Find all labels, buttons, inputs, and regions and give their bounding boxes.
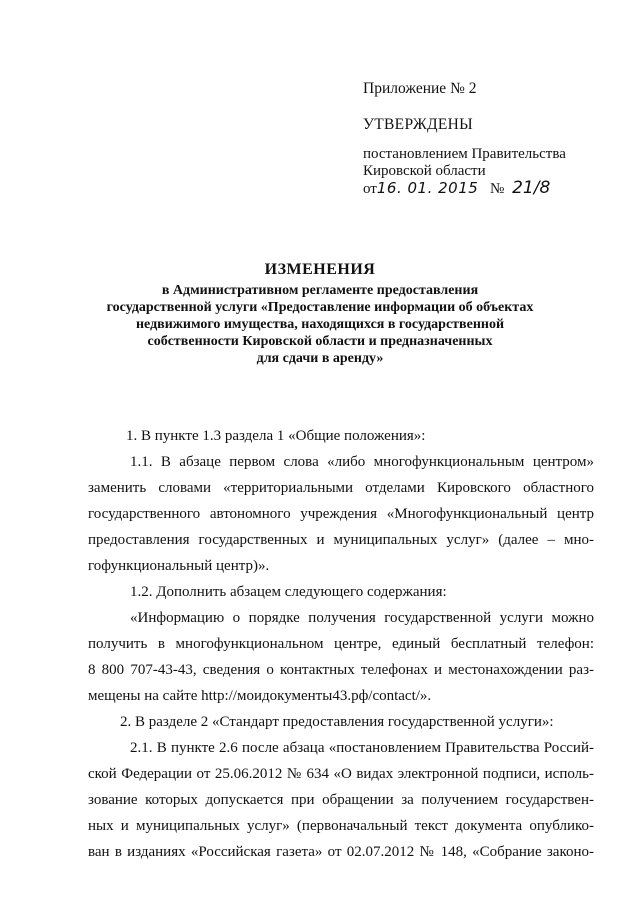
document-body bbox=[88, 423, 594, 865]
decree-number-label: № bbox=[490, 181, 505, 197]
subtitle-line: для сдачи в аренду» bbox=[256, 351, 384, 366]
body-line: получить в многофункциональном центре, единый бесплатный телефон: bbox=[88, 636, 594, 652]
decree-date-line bbox=[363, 180, 566, 198]
body-line: ской Федерации от 25.06.2012 № 634 «О видах электронной подписи, исполь- bbox=[88, 766, 594, 782]
subtitle-line: в Административном регламенте предоставления bbox=[161, 283, 479, 298]
body-line: государственного автономного учреждения «Многофункциональный центр bbox=[88, 506, 594, 522]
body-line: заменить словами «территориальными отделами Кировского областного bbox=[88, 480, 594, 496]
document-title: ИЗМЕНЕНИЯ bbox=[264, 261, 376, 278]
decree-number: 21/8 bbox=[512, 178, 551, 198]
decree-prefix: от bbox=[363, 181, 377, 197]
document-subtitle bbox=[100, 282, 540, 367]
decree-date: 16. 01. 2015 bbox=[376, 179, 479, 197]
body-line: 8 800 707-43-43, сведения о контактных телефонах и местонахождении раз- bbox=[88, 662, 594, 678]
subtitle-line: недвижимого имущества, находящихся в государственной bbox=[135, 317, 505, 332]
body-line: мещены на сайте http://мoидокументы43.рф/contact/». bbox=[88, 688, 432, 704]
subtitle-line: государственной услуги «Предоставление информации об объектах bbox=[106, 300, 534, 315]
body-line: 2.1. В пункте 2.6 после абзаца «постановлением Правительства Россий- bbox=[130, 740, 594, 756]
body-line: зование которых допускается при обращении за получением государствен- bbox=[88, 792, 594, 808]
appendix-label: Приложение № 2 bbox=[363, 80, 477, 97]
approved-label: УТВЕРЖДЕНЫ bbox=[363, 116, 473, 133]
subtitle-line: собственности Кировской области и предназначенных bbox=[147, 334, 493, 349]
body-line: 1.2. Дополнить абзацем следующего содержания: bbox=[130, 584, 447, 600]
body-line: 1.1. В абзаце первом слова «либо многофункциональным центром» bbox=[130, 454, 594, 470]
body-line: гофункциональный центр)». bbox=[88, 558, 270, 574]
body-line: ных и муниципальных услуг» (первоначальный текст документа опублико- bbox=[88, 818, 594, 834]
body-line: 2. В разделе 2 «Стандарт предоставления государственной услуги»: bbox=[120, 714, 554, 730]
decree-line-1: постановлением Правительства bbox=[363, 146, 566, 162]
decree-line-2: Кировской области bbox=[363, 163, 486, 179]
body-line: предоставления государственных и муниципальных услуг» (далее – мно- bbox=[88, 532, 594, 548]
body-line: «Информацию о порядке получения государственной услуги можно bbox=[130, 610, 594, 626]
body-line: 1. В пункте 1.3 раздела 1 «Общие положения»: bbox=[126, 428, 426, 444]
body-line: ван в изданиях «Российская газета» от 02.07.2012 № 148, «Собрание законо- bbox=[88, 844, 594, 860]
decree-reference bbox=[363, 146, 566, 198]
